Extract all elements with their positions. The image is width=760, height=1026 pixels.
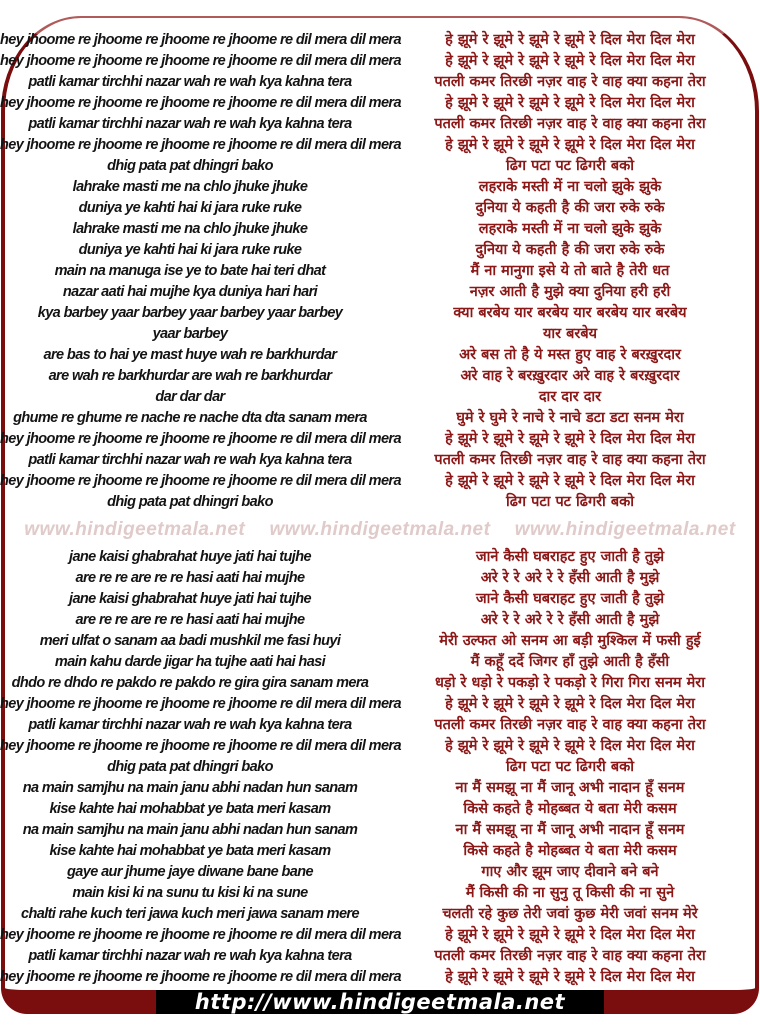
lyric-row [0,135,760,156]
lyric-row [0,387,760,408]
lyric-line-hi: हे झूमे रे झूमे रे झूमे रे झूमे रे दिल मेरा दिल मेरा [445,969,695,985]
lyric-line-en: lahrake masti me na chlo jhuke jhuke [72,221,308,237]
lyric-row [0,198,760,219]
lyric-row [0,324,760,345]
lyric-row [0,904,760,925]
lyric-row [0,673,760,694]
lyric-line-hi: मैं कहूँ दर्दे जिगर हाँ तुझे आती है हँसी [470,654,670,670]
lyric-line-en: patli kamar tirchhi nazar wah re wah kya kahna tera [28,717,352,733]
lyric-line-hi: अरे वाह रे बरख़ुरदार अरे वाह रे बरख़ुरदार [460,368,680,384]
lyric-line-hi: जाने कैसी घबराहट हुए जाती है तुझे [475,591,665,607]
lyric-row [0,862,760,883]
lyric-line-hi: चलती रहे कुछ तेरी जवां कुछ मेरी जवां सनम मेरे [442,906,698,922]
lyric-line-hi: मेरी उल्फत ओ सनम आ बड़ी मुश्किल में फसी हुई [439,633,701,649]
lyric-row [0,946,760,967]
watermark-text: www.hindigeetmala.net [24,519,246,540]
lyric-line-en: dhig pata pat dhingri bako [107,494,273,510]
lyrics-block-1 [0,30,760,513]
lyric-line-hi: पतली कमर तिरछी नज़र वाह रे वाह क्या कहना तेरा [434,116,706,132]
lyric-line-hi: गाए और झूम जाए दीवाने बने बने [481,864,659,880]
lyric-line-en: main kisi ki na sunu tu kisi ki na sune [72,885,308,901]
lyric-line-en: hey jhoome re jhoome re jhoome re jhoome re dil mera dil mera [0,431,401,447]
footer-bar [1,990,759,1014]
lyric-line-en: gaye aur jhume jaye diwane bane bane [67,864,313,880]
lyric-row [0,547,760,568]
lyric-line-en: na main samjhu na main janu abhi nadan hun sanam [22,780,358,796]
lyric-line-en: duniya ye kahti hai ki jara ruke ruke [78,200,302,216]
lyric-line-hi: हे झूमे रे झूमे रे झूमे रे झूमे रे दिल मेरा दिल मेरा [445,738,695,754]
lyric-line-en: kya barbey yaar barbey yaar barbey yaar barbey [37,305,343,321]
lyric-line-hi: हे झूमे रे झूमे रे झूमे रे झूमे रे दिल मेरा दिल मेरा [445,431,695,447]
lyric-line-hi: ढिग पटा पट ढिगरी बको [505,158,635,174]
lyric-line-en: dar dar dar [155,389,225,405]
lyric-line-hi: अरे रे रे अरे रे रे हँसी आती है मुझे [480,612,660,628]
lyric-line-en: hey jhoome re jhoome re jhoome re jhoome re dil mera dil mera [0,738,401,754]
lyric-line-hi: ढिग पटा पट ढिगरी बको [505,494,635,510]
lyric-row [0,408,760,429]
lyric-line-en: na main samjhu na main janu abhi nadan hun sanam [22,822,358,838]
lyric-line-en: nazar aati hai mujhe kya duniya hari hari [62,284,318,300]
lyric-row [0,925,760,946]
lyric-row [0,93,760,114]
lyric-line-hi: ना मैं समझू ना मैं जानू अभी नादान हूँ सनम [455,780,685,796]
lyric-line-en: hey jhoome re jhoome re jhoome re jhoome re dil mera dil mera [0,927,401,943]
lyric-line-en: patli kamar tirchhi nazar wah re wah kya kahna tera [28,948,352,964]
lyric-line-en: hey jhoome re jhoome re jhoome re jhoome re dil mera dil mera [0,95,401,111]
lyric-line-hi: हे झूमे रे झूमे रे झूमे रे झूमे रे दिल मेरा दिल मेरा [445,137,695,153]
lyric-line-en: hey jhoome re jhoome re jhoome re jhoome re dil mera dil mera [0,969,401,985]
lyric-line-hi: किसे कहते है मोहब्बत ये बता मेरी कसम [463,801,677,817]
lyric-line-hi: पतली कमर तिरछी नज़र वाह रे वाह क्या कहना तेरा [434,717,706,733]
lyric-row [0,589,760,610]
lyric-line-en: main kahu darde jigar ha tujhe aati hai hasi [54,654,326,670]
lyric-row [0,778,760,799]
lyric-line-en: are bas to hai ye mast huye wah re barkhurdar [43,347,337,363]
lyric-line-hi: हे झूमे रे झूमे रे झूमे रे झूमे रे दिल मेरा दिल मेरा [445,95,695,111]
lyric-line-en: dhig pata pat dhingri bako [107,759,273,775]
lyric-row [0,631,760,652]
lyric-line-en: dhdo re dhdo re pakdo re pakdo re gira gira sanam mera [11,675,369,691]
lyric-row [0,30,760,51]
watermark-text: www.hindigeetmala.net [514,519,736,540]
lyric-line-en: patli kamar tirchhi nazar wah re wah kya kahna tera [28,452,352,468]
lyric-line-en: hey jhoome re jhoome re jhoome re jhoome re dil mera dil mera [0,473,401,489]
lyric-line-en: are re re are re re hasi aati hai mujhe [75,570,305,586]
lyric-row [0,715,760,736]
lyric-line-hi: घुमे रे घुमे रे नाचे रे नाचे डटा डटा सनम मेरा [456,410,684,426]
lyric-row [0,694,760,715]
lyric-line-hi: मैं किसी की ना सुनु तू किसी की ना सुने [465,885,675,901]
lyric-line-en: are re re are re re hasi aati hai mujhe [75,612,305,628]
lyric-row [0,841,760,862]
lyric-line-hi: हे झूमे रे झूमे रे झूमे रे झूमे रे दिल मेरा दिल मेरा [445,53,695,69]
lyric-row [0,51,760,72]
lyric-line-en: kise kahte hai mohabbat ye bata meri kasam [49,843,331,859]
lyric-line-hi: दुनिया ये कहती है की जरा रुके रुके [475,242,665,258]
lyric-row [0,736,760,757]
lyric-line-hi: हे झूमे रे झूमे रे झूमे रे झूमे रे दिल मेरा दिल मेरा [445,927,695,943]
lyric-line-hi: धड़ो रे धड़ो रे पकड़ो रे पकड़ो रे गिरा गिरा सनम मेरा [435,675,705,691]
lyric-line-hi: मैं ना मानुगा इसे ये तो बाते है तेरी धत [470,263,670,279]
lyric-row [0,282,760,303]
lyric-line-en: chalti rahe kuch teri jawa kuch meri jawa sanam mere [21,906,359,922]
lyric-row [0,799,760,820]
lyric-line-hi: लहराके मस्ती में ना चलो झुके झुके [478,179,662,195]
lyric-row [0,345,760,366]
lyric-line-hi: अरे रे रे अरे रे रे हँसी आती है मुझे [480,570,660,586]
lyric-row [0,450,760,471]
lyric-row [0,429,760,450]
lyric-line-en: main na manuga ise ye to bate hai teri dhat [54,263,326,279]
lyric-line-hi: पतली कमर तिरछी नज़र वाह रे वाह क्या कहना तेरा [434,452,706,468]
lyric-line-hi: पतली कमर तिरछी नज़र वाह रे वाह क्या कहना तेरा [434,74,706,90]
lyric-line-en: ghume re ghume re nache re nache dta dta sanam mera [13,410,367,426]
lyric-line-hi: दार दार दार [538,389,602,405]
lyric-line-hi: अरे बस तो है ये मस्त हुए वाह रे बरख़ुरदार [459,347,681,363]
lyric-row [0,471,760,492]
lyric-line-hi: हे झूमे रे झूमे रे झूमे रे झूमे रे दिल मेरा दिल मेरा [445,32,695,48]
lyric-line-hi: ना मैं समझू ना मैं जानू अभी नादान हूँ सनम [455,822,685,838]
lyric-row [0,114,760,135]
lyric-line-en: yaar barbey [152,326,228,342]
lyric-row [0,177,760,198]
lyric-line-en: dhig pata pat dhingri bako [107,158,273,174]
lyric-row [0,219,760,240]
lyric-line-hi: किसे कहते है मोहब्बत ये बता मेरी कसम [463,843,677,859]
lyric-row [0,72,760,93]
lyric-row [0,492,760,513]
lyric-line-en: lahrake masti me na chlo jhuke jhuke [72,179,308,195]
lyric-row [0,652,760,673]
lyric-line-hi: नज़र आती है मुझे क्या दुनिया हरी हरी [469,284,671,300]
lyric-row [0,820,760,841]
lyric-row [0,883,760,904]
lyric-line-hi: दुनिया ये कहती है की जरा रुके रुके [475,200,665,216]
footer-url-link[interactable]: http://www.hindigeetmala.net [194,990,566,1014]
lyric-row [0,156,760,177]
lyrics-content [0,30,760,988]
lyric-line-hi: लहराके मस्ती में ना चलो झुके झुके [478,221,662,237]
lyric-line-en: are wah re barkhurdar are wah re barkhurdar [48,368,332,384]
lyric-line-en: hey jhoome re jhoome re jhoome re jhoome re dil mera dil mera [0,53,401,69]
lyric-row [0,610,760,631]
lyric-row [0,967,760,988]
lyric-row [0,303,760,324]
footer-url-strip [156,990,604,1014]
lyric-line-hi: ढिग पटा पट ढिगरी बको [505,759,635,775]
lyric-line-en: kise kahte hai mohabbat ye bata meri kasam [49,801,331,817]
lyric-line-hi: हे झूमे रे झूमे रे झूमे रे झूमे रे दिल मेरा दिल मेरा [445,696,695,712]
lyric-line-en: patli kamar tirchhi nazar wah re wah kya kahna tera [28,74,352,90]
lyric-line-hi: क्या बरबेय यार बरबेय यार बरबेय यार बरबेय [453,305,687,321]
lyric-line-hi: यार बरबेय [542,326,598,342]
lyric-row [0,240,760,261]
lyric-line-en: duniya ye kahti hai ki jara ruke ruke [78,242,302,258]
lyric-line-en: hey jhoome re jhoome re jhoome re jhoome re dil mera dil mera [0,696,401,712]
lyric-row [0,261,760,282]
watermark-text: www.hindigeetmala.net [269,519,491,540]
lyric-line-hi: हे झूमे रे झूमे रे झूमे रे झूमे रे दिल मेरा दिल मेरा [445,473,695,489]
lyrics-block-2 [0,547,760,988]
lyric-row [0,366,760,387]
watermark-row [0,515,760,545]
lyric-line-en: jane kaisi ghabrahat huye jati hai tujhe [69,591,311,607]
lyric-row [0,757,760,778]
lyric-line-en: hey jhoome re jhoome re jhoome re jhoome re dil mera dil mera [0,32,401,48]
lyric-line-hi: पतली कमर तिरछी नज़र वाह रे वाह क्या कहना तेरा [434,948,706,964]
lyric-line-en: hey jhoome re jhoome re jhoome re jhoome re dil mera dil mera [0,137,401,153]
lyric-line-hi: जाने कैसी घबराहट हुए जाती है तुझे [475,549,665,565]
lyric-row [0,568,760,589]
lyric-line-en: meri ulfat o sanam aa badi mushkil me fasi huyi [39,633,341,649]
lyric-line-en: patli kamar tirchhi nazar wah re wah kya kahna tera [28,116,352,132]
lyric-line-en: jane kaisi ghabrahat huye jati hai tujhe [69,549,311,565]
